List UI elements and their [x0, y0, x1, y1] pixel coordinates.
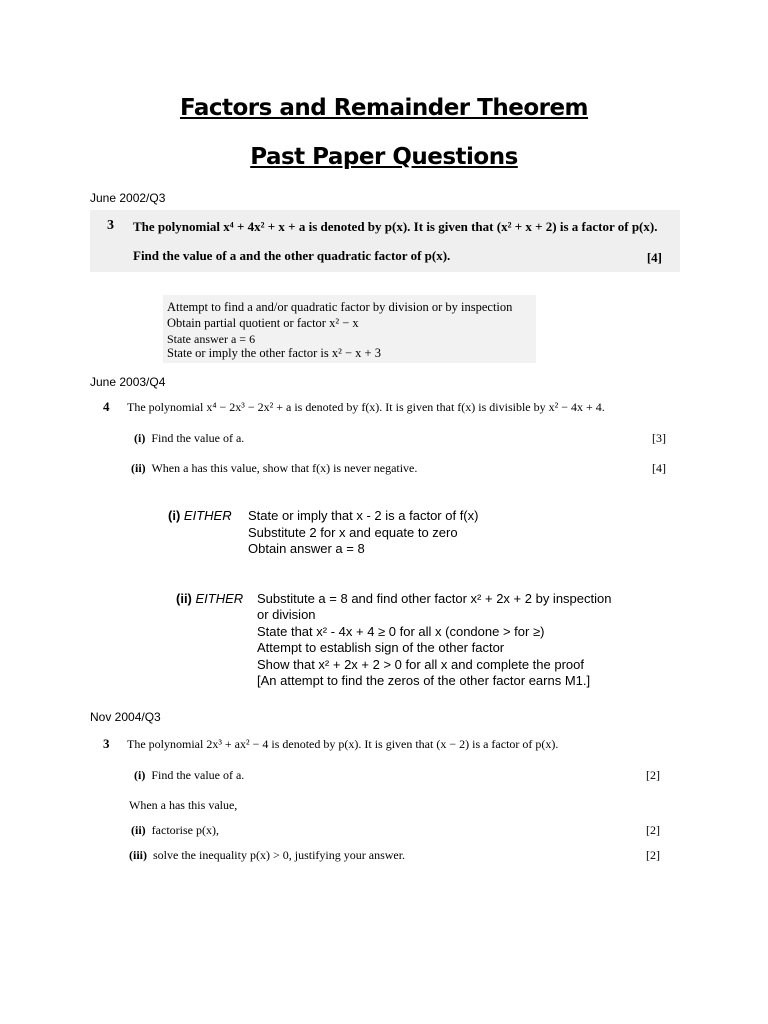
question-number: 4	[103, 399, 110, 414]
question-number: 3	[107, 218, 114, 233]
scheme-part-label: (i) EITHER	[168, 508, 232, 523]
scheme-line: or division	[257, 607, 316, 622]
scheme-line: Attempt to establish sign of the other factor	[257, 640, 505, 655]
question-stem: The polynomial x⁴ − 2x³ − 2x² + a is denoted by f(x). It is given that f(x) is divisible by x² − 4x + 4.	[127, 400, 605, 414]
scheme-line: [An attempt to find the zeros of the other factor earns M1.]	[257, 673, 591, 688]
question-number: 3	[103, 736, 110, 751]
page-subtitle: Past Paper Questions	[250, 144, 518, 170]
question-mark: [3]	[652, 431, 666, 445]
scheme-line: Show that x² + 2x + 2 > 0 for all x and complete the proof	[257, 657, 584, 672]
scheme-line: Obtain answer a = 8	[248, 541, 365, 556]
question-interlude: When a has this value,	[129, 798, 238, 812]
scheme-line: Attempt to find a and/or quadratic factor by division or by inspection	[167, 300, 513, 314]
scheme-line: State answer a = 6	[167, 332, 256, 346]
section-heading-june-2003: June 2003/Q4	[90, 375, 166, 389]
scheme-line: State or imply that x - 2 is a factor of f(x)	[248, 508, 479, 523]
scheme-line: State that x² - 4x + 4 ≥ 0 for all x (condone > for ≥)	[257, 624, 545, 639]
question-part: Find the value of a and the other quadratic factor of p(x).	[133, 248, 451, 263]
question-mark: [4]	[652, 461, 666, 475]
question-mark: [2]	[646, 823, 660, 837]
question-stem: The polynomial 2x³ + ax² − 4 is denoted by p(x). It is given that (x − 2) is a factor of p(x).	[127, 737, 559, 751]
question-part-ii: (ii) factorise p(x),	[131, 823, 219, 837]
question-mark: [4]	[646, 250, 662, 265]
question-mark: [2]	[646, 848, 660, 862]
page-title: Factors and Remainder Theorem	[179, 95, 589, 121]
section-heading-nov-2004: Nov 2004/Q3	[90, 710, 161, 724]
question-stem: The polynomial x⁴ + 4x² + x + a is denoted by p(x). It is given that (x² + x + 2) is a factor of p(x).	[133, 219, 658, 234]
section-heading-june-2002: June 2002/Q3	[90, 191, 166, 205]
question-part-iii: (iii) solve the inequality p(x) > 0, justifying your answer.	[129, 848, 406, 862]
scheme-line: Obtain partial quotient or factor x² − x	[167, 316, 359, 330]
question-mark: [2]	[646, 768, 660, 782]
question-part-ii: (ii) When a has this value, show that f(x) is never negative.	[131, 461, 418, 475]
question-image-june-2002	[90, 210, 680, 272]
mark-scheme-june-2002	[163, 295, 536, 363]
scheme-line: Substitute 2 for x and equate to zero	[248, 525, 458, 540]
scheme-line: Substitute a = 8 and find other factor x² + 2x + 2 by inspection	[257, 591, 612, 606]
question-part-i: (i) Find the value of a.	[134, 768, 245, 782]
question-part-i: (i) Find the value of a.	[134, 431, 245, 445]
scheme-line: State or imply the other factor is x² − x + 3	[167, 346, 381, 360]
scheme-part-label: (ii) EITHER	[176, 591, 244, 606]
